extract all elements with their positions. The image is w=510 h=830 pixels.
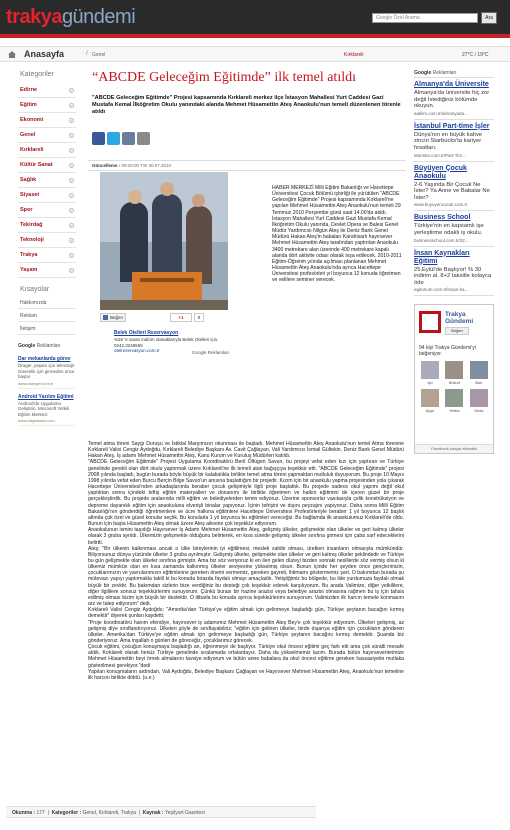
article-paragraph: Çocuk eğitimi, çocuğun konuşmaya başladığı an, öğrenmeye de başlıyor. Türkiye okul öncesi eğitimi geç fark etti ama çok süratli mesafe aldık. Kırklareli olarak henüz Türkiye genelinde sıralamada ortalardayız. Daha da yükselmemiz lazım. Burada bütün hayırseverlerimize Mehmet Hüsamettin beyi örnek almalarını tavsiye ediyorum ve bütün anne babalara da okul öncesi eğitime gereken hassasiyetin mutlaka gösterilmesi gerekiyor."dedi (88, 644, 404, 669)
twitter-share-icon[interactable] (107, 132, 120, 145)
category-item-teknoloji[interactable]: Teknoloji › (18, 233, 76, 248)
article-paragraph: Anaokulunun ismini taşıdığı Hayırsever İş Adamı Mehmet Hüsamettin Ateş, gelişmiş ülkeler, gelişmekte olan ülkeler ve geri kalmış ülkeler olarak 3 gruba ayrıldı. Ülkemizin gelişmekte olduğunu belirterek, en kısa sürede gelişmiş ülkeler sınıfına girmesi için çaba sarf edeceklerini belirtti. (88, 527, 404, 546)
article-paragraph: Ateş; "Bir ülkenin kalkınması ancak o ülke bireylerinin iyi eğitilmesi, meslek sahibi olması, üretken insanların olmasıyla mümkündür. Biliyorsunuz dünya yüzünde ülkeler 3 gruba ayrılmıştır. Gelişmiş ülkeler, gelişmekte olan ülkeler ve geri kalmış ülkeler şeklindedir ve Türkiye bu gün gelişmekte olan ülkeler sınıfına girmiştir. Ama biz söz veriyoruz ki en ileri gelen düzeyi bizden sonraki nesillerde söz vermiş olsun ki ülkemiz mümkün olan en kısa zamanda kalkınmış ülkeler seviyesine yükselmiş olsun. Bunun içinde her şeyden önce gençlerimizin, çocuklarımızın ve yavrularımızın eğitimlerine gereken önemi vermemiz, gereken gayreti, ihtimamı göstermemiz şart. O bakımdan burada şu mütevazı yapıyı yaptırmakla taktil ki bu konuda birazda faydalı olmayı amaçladık. Yetiştiğimiz bu bölgede, bu ilde yurdumuza faydalı olmak büyük bir zevktir. Bu bakımdan sizlerin bize verdiğiniz bu desteği çok teşekkür ederek karşılıyorum. Bu arada Valimize, diğer yetkililere, diğer ilgililere sonsuz teşekkürlerimi sunuyorum. Çünkü burası bir hazine arazisi veya belediye arazisi olmasına rağmen bu iş için tahsis edilmiş olması bizim için büyük bir destektir. O itibarla bu konuda ayrıca teşekkürlerimi sunuyorum. Valimizden ilk harcın temele konmasını arz ve talep ediyorum" dedi. (88, 545, 404, 608)
article-paragraph: "Proje koordinatörü hanım efendiye, hayırsever iş adamımız Mehmet Hüsamettin Ateş Bey'e çok teşekkür ediyorum. Ülkeleri gelişmiş, az gelişmiş diye sınıflandırıyoruz. Ülkeleri şöyle de sınıflayabiliriz; "eğitim için gelinen ülkeler, birde dışarıya eğitim için çocukların gönderen ülkeler. Amerika'dan Türkiye'ye eğitim almak için gelinmeye başladığı gün, Türkiye şeytanın bacağını kırmış demektir. Şuanda biz gönderiyoruz. Ama inşallah o günleri de göreceğiz, çocuklarımız görecek. (88, 619, 404, 644)
email-share-icon[interactable] (122, 132, 135, 145)
chevron-right-icon: › (70, 148, 73, 153)
divider (88, 160, 406, 161)
ad-description: Almanya'da üniversite hiç zor değil İstediğiniz bölümde okuyun. (414, 90, 490, 110)
category-item-yasam[interactable]: Yaşam › (18, 263, 76, 278)
article-paragraph: Temel atma töreni Saygı Duruşu ve İstiklal Marşımızın okunması ile başladı. Mehmet Hüsamettin Ateş Anaokulu'nun temel Atma törenine Kırklareli Valisi Cengiz Aydoğdu, Kırklareli Belediye Başkanı Av. Cavit Çağlayan, Vali Yardımcısı İsmail Gültekin, Deniz Bank Genel Müdürü Hakan Ateş, İş adamı Mehmet Hüsamettin Ateş, Kanu Kurum ve Kuruluş Müdürleri katıldı. (88, 441, 404, 460)
category-item-trakya[interactable]: Trakya › (18, 248, 76, 263)
ad-title[interactable]: İnsan Kaynakları Eğitimi (414, 249, 470, 265)
shortcut-hakkimizda[interactable]: Hakkımızda (18, 296, 76, 309)
left-sidebar (18, 68, 76, 426)
ad-title[interactable]: Business School (414, 214, 471, 222)
ad-title[interactable]: İstanbul Part-time İşler (414, 122, 490, 130)
avatar (421, 361, 439, 379)
avatar (445, 361, 463, 379)
avatar (421, 389, 439, 407)
site-header (0, 0, 510, 34)
divider (88, 170, 406, 171)
article-body (88, 441, 404, 681)
update-time: Güncelleme : 09:20:00 TSI 30.07.2010 (92, 163, 171, 168)
ad-url[interactable]: otelrezervasyon.com.tr (114, 348, 160, 353)
ad-url[interactable]: businessschool.com.tr/32... (414, 237, 469, 243)
read-count: 177 (36, 810, 45, 816)
right-ad-item[interactable] (414, 78, 494, 120)
ad-description: 25.Eylül'de Başlıyor! % 30 indirim al. 8+2 taksitle kolayca öde (414, 266, 492, 286)
chevron-right-icon: › (70, 103, 73, 108)
ad-description: Dünya'nın en büyük kahve zinciri Starbucks'ta kariyer fırsatları. (414, 131, 483, 151)
google-ads-label: Google Reklamları (192, 350, 230, 355)
footer-categories[interactable]: Genel, Kırklareli, Trakya (82, 810, 136, 816)
breadcrumb-separator: / (86, 51, 88, 57)
category-item-kultur-sanat[interactable]: Kültür Sanat › (18, 158, 76, 173)
ad-description: Drager, yaşam için teknoloji! Güvenlik için girmeden önce başlar (18, 363, 75, 379)
article-intro-text: HABER MERKEZİ Milli Eğitim Bakanlığı ve Hacettepe Üniversitesi Çocuk Bölümü işbirliği ile yürütülen "ABCDE Geleceğim Eğitimde" Projesi kapsamında Kırklareli'ne yapılan Mehmet Hüsamettin Ateş Anaokulu'nun temeli 29 Temmuz 2010 Perşembe günü saat 14.00'da atıldı. İstasyon Mahallesi Yurt Caddesi Gazi Mustafa Kemal İlköğretim Okulu yanında, Devlet Opera ve Balesi Genel Müdür Yardımcısı Nilgün Ateş ile Deniz Bank Genel Müdürü Hakan Ateş'in babaları Karahisarlı hayırsever Mehmet Hüsamettin Ateş tarafından yaptırılan Anaokulu 3400 metrekare alan üzerinde 400 metrekare kapalı alanda dört aktivite odası olarak inşa edilecek. 2010-2011 Eğitim-Öğretim yılında açılması planlanan Mehmet Hüsamettin Ateş Anaokulu'nda ayrıca Hacettepe Üniversitesi profesörleri yıl boyunca 12 konuda öğretmen ve velilere seminer verecek. (272, 185, 402, 284)
right-sidebar (414, 68, 494, 454)
home-icon[interactable] (8, 51, 16, 58)
ad-url[interactable]: egitorium.com.tr/insan-ka... (414, 287, 469, 293)
right-ad-item[interactable] (414, 247, 494, 297)
breadcrumb-genel[interactable]: Genel (92, 52, 106, 58)
facebook-share-icon[interactable] (92, 132, 105, 145)
facebook-icon (103, 315, 108, 320)
shortcut-iletisim[interactable]: İletişim (18, 322, 76, 335)
category-item-spor[interactable]: Spor › (18, 203, 76, 218)
share-toolbar (92, 132, 152, 146)
search-button[interactable]: Ara (481, 12, 497, 24)
home-link[interactable]: Anasayfa (24, 49, 65, 59)
print-icon[interactable] (137, 132, 150, 145)
facebook-like-button[interactable]: Beğen (445, 327, 469, 335)
chevron-right-icon: › (70, 223, 73, 228)
site-logo[interactable] (6, 6, 135, 28)
article-footer: Okunma : 177 | Kategoriler : Genel, Kırklareli, Trakya | Kaynak : Yeşilyurt Gazetesi (6, 806, 316, 818)
header-accent-line (0, 34, 510, 38)
category-list (18, 83, 76, 278)
search-input[interactable]: Google Özel Arama (372, 13, 478, 23)
category-item-saglik[interactable]: Sağlık › (18, 173, 76, 188)
ad-title[interactable]: Dar mekanlarda görev (18, 356, 71, 362)
facebook-like-button[interactable]: Beğen (100, 313, 126, 322)
category-item-ekonomi[interactable]: Ekonomi › (18, 113, 76, 128)
right-ad-item[interactable] (414, 211, 494, 246)
facebook-plugin-footer[interactable]: Facebook sosyal eklentisi (415, 444, 493, 453)
left-ad-item[interactable] (18, 392, 76, 427)
facebook-fan[interactable]: Ayşe (420, 389, 440, 413)
page-avatar[interactable] (419, 311, 441, 333)
ad-title[interactable]: Büyüyen Çocuk Anaokulu (414, 164, 467, 180)
category-item-siyaset[interactable]: Siyaset › (18, 188, 76, 203)
chevron-right-icon: › (70, 193, 73, 198)
weather-temp: 27°C / 19°C (462, 52, 489, 58)
ad-description: 2-6 Yaşında Bir Çocuk Ne İster? Ya Anne ve Babalar Ne İster? (414, 181, 490, 201)
facebook-page-name[interactable]: Trakya Gündemi (445, 311, 474, 326)
chevron-right-icon: › (70, 208, 73, 213)
facebook-fan[interactable]: Yetkin (444, 389, 464, 413)
chevron-right-icon: › (70, 178, 73, 183)
avatar (445, 389, 463, 407)
google-plus-one-button[interactable]: +1 (170, 313, 192, 322)
facebook-faces (419, 361, 491, 417)
inline-ad[interactable] (114, 330, 234, 353)
facebook-fan[interactable]: İlker (469, 361, 489, 385)
article-photo (100, 172, 228, 310)
google-ads-label: Google Reklamları (414, 68, 494, 78)
social-buttons (100, 313, 228, 323)
category-item-egitim[interactable]: Eğitim › (18, 98, 76, 113)
ad-url[interactable]: Monster.com.tr/Part-Tim... (414, 152, 466, 158)
ad-description: Türkiye'nin en kapsamlı işe yerleştirme odaklı iş okulu. (414, 223, 484, 236)
chevron-right-icon: › (70, 163, 73, 168)
right-ad-item[interactable] (414, 162, 494, 212)
chevron-right-icon: › (70, 253, 73, 258)
facebook-fan[interactable]: Işıl (420, 361, 440, 385)
shortcut-reklam[interactable]: Reklam (18, 309, 76, 322)
article-paragraph: "ABCDE Geleceğim Eğitimde" Projesi Uygulama Koordinatörü Beril Öltügen Savun, bu projeyi vefat eden kızı için yaptıran ve Türkiye genelinde gerekli olan dört okulu yaptırmak üzere Kırklareli'ne ilk temeli atan bağışçıya teşekkür etti. "ABCDE Geleceğim Eğitimde" projesi 2008 yılında başladı, bugün burada böyle büyük bir kalabalıkla birlikte temel atma töreni yapmaktan mutluluk duyuyorum. Bu proje 10 Mayıs 1998 yılında vefat eden Burcu Berçin Bilge Savun'un anısına başlattığım bir projedir. Kızım için bir anaokulu yapma projesinden yola çıkarak Hacettepe Üniversitesi'nden arkadaşlarımla beraber çocuk gelişimiyle ilgili proje başlattık. Bu projede sadece okul yapımı değil okul yaptıktan sonra içindeki teftiş eğitim materyalleri ve donanımı ile birlikte öğretmen ve halkın eğitimini de içeren güzel bir proje gerçekleştirdik. Bu projede aralarında milli eğitim ve belediyelerden temin ediyoruz. Üzerine sponsorlar vasıtasıyla çelik konstrüksiyon ve depreme dayanıklı eğitim için anaokuluna elverişli binalar yapıyoruz. İçinin tefrişini ve dışını peyzajını yapıyoruz. Daha sonra Milli Eğitim Bakanlığı'nın gönderdiği öğretmenlere ve ücre halkına eğitimlere Hacettepe Üniversitesi Profesörleriyle beraber 1 yıl boyunca 12 başlık altında çok özel ve güzel konular seçtik. Bu konularla 1 yıl boyunca bu eğitimleri vereceğiz. Bu bağlamda ilk anaokulumuz Kırklareli'de oldu. Bunun için başta Hüsamettin Ateş olmak üzere Ateş ailesine çok teşekkür ediyorum. (88, 459, 404, 528)
ad-url[interactable]: aaklim.com.tr/almanyada... (414, 110, 468, 116)
article-paragraph: Yapılan konuşmaların ardından, Vali Aydoğdu, Belediye Başkanı Çağlayan ve Hayırsever Mehmet Hüsamettin Ateş, Anaokulu'nun temeline ilk harcını birlikte döktü. (u.e.) (88, 668, 404, 681)
categories-title: Kategoriler (20, 71, 54, 78)
weather-city: Kırklareli (344, 52, 364, 58)
avatar (470, 361, 488, 379)
plus-one-count: 0 (194, 313, 204, 322)
footer-source: Yeşilyurt Gazetesi (164, 810, 205, 816)
ad-description: Android'de Uygulama Geliştirin. Microsoft Yetkili Eğitim Merkezi (18, 400, 70, 417)
logo-part-1: trakya (6, 6, 62, 28)
facebook-like-count: 94 kişi Trakya Gündemi'yi beğeniyor. (419, 345, 476, 358)
chevron-right-icon: › (70, 88, 73, 93)
avatar (470, 389, 488, 407)
ad-title[interactable]: Android Yazılım Eğitimi (18, 393, 74, 400)
chevron-right-icon: › (70, 118, 73, 123)
category-item-edirne[interactable]: Edirne › (18, 83, 76, 98)
right-ad-item[interactable] (414, 120, 494, 162)
facebook-fan[interactable]: Seda (469, 389, 489, 413)
ad-url[interactable]: www.bilgeadam.com (18, 418, 55, 423)
category-item-kirklareli[interactable]: Kırklareli › (18, 143, 76, 158)
chevron-right-icon: › (70, 133, 73, 138)
google-ads-label: Google Reklamları (18, 343, 61, 349)
category-item-genel[interactable]: Genel › (18, 128, 76, 143)
facebook-like-box (414, 304, 494, 454)
breadcrumb-bar (0, 46, 510, 62)
facebook-fan[interactable]: Bülent (444, 361, 464, 385)
chevron-right-icon: › (70, 268, 73, 273)
article-paragraph: Kırklareli Valisi Cengiz Aydoğdu; "Amerika'dan Türkiye'ye eğitim almak için gelinmeye başladığı gün, Türkiye şeytanın bacağını kırmış demektir" diyerek şunları kaydetti; (88, 607, 404, 620)
ad-url[interactable]: www.draeger.com.tr (18, 380, 54, 386)
ad-description: %25 'e varan indirim olanaklarıyla Belek Otelleri için. 0242.3249565 (114, 337, 219, 348)
ad-title[interactable]: Belek Otelleri Rezervasyon (114, 330, 179, 336)
ad-url[interactable]: www.buyuyencocuk.com.tr (414, 202, 468, 208)
article-main (88, 68, 406, 681)
chevron-right-icon: › (70, 238, 73, 243)
category-item-tekirdag[interactable]: Tekirdağ › (18, 218, 76, 233)
shortcuts-title: Kısayolar (20, 286, 50, 293)
logo-part-2: gündemi (61, 6, 136, 28)
article-lead: "ABCDE Geleceğim Eğitimde" Projesi kapsamında Kırklareli merkez ilçe İstasyon Mahallesi Yurt Caddesi Gazi Mustafa Kemal İlköğretim Okulu yanındaki alanda Mehmet Hüsamettin Ateş Anaokulu'nun temeli düzenlenen törenle atıldı (92, 95, 401, 115)
left-ad-item[interactable] (18, 354, 76, 389)
article-title: “ABCDE Geleceğim Eğitimde” ilk temel atıldı (92, 70, 356, 85)
ad-title[interactable]: Almanya'da Üniversite (414, 81, 489, 88)
